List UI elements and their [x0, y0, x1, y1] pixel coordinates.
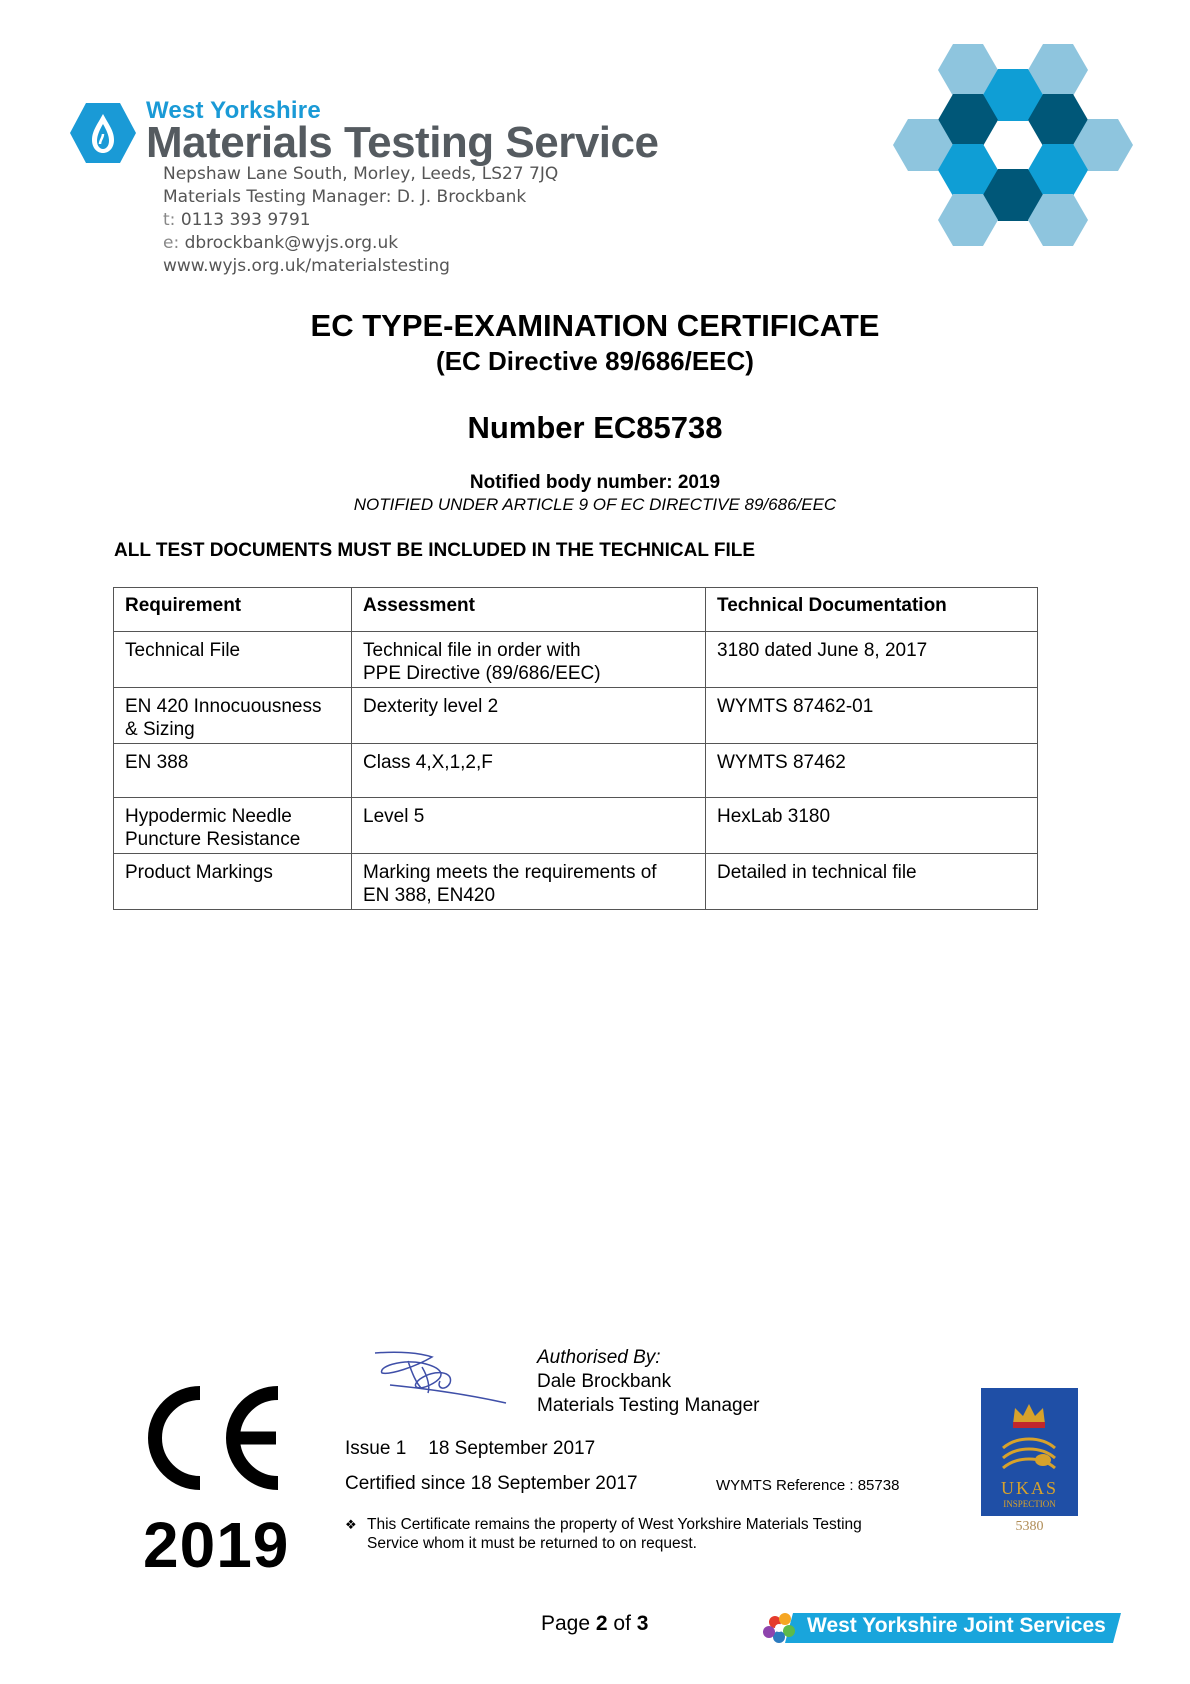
org-name: Materials Testing Service: [146, 118, 659, 167]
certificate-title: EC TYPE-EXAMINATION CERTIFICATE: [310, 308, 880, 343]
ukas-subtext: INSPECTION: [1003, 1499, 1056, 1509]
cell-line: & Sizing: [125, 719, 195, 740]
test-documents-notice: ALL TEST DOCUMENTS MUST BE INCLUDED IN THE TECHNICAL FILE: [114, 540, 756, 561]
documentation-cell: [706, 688, 1038, 744]
table-row: [114, 798, 1038, 854]
requirement-cell: [114, 632, 352, 688]
documentation-cell: [706, 744, 1038, 798]
issue-number: Issue 1: [345, 1438, 407, 1459]
ce-mark-icon: [140, 1383, 290, 1493]
ukas-inspection-logo: [981, 1388, 1078, 1516]
documentation-cell: [706, 632, 1038, 688]
cell-line: HexLab 3180: [717, 806, 831, 827]
ce-notified-number: 2019: [143, 1509, 290, 1581]
authoriser-name: Dale Brockbank: [537, 1371, 672, 1392]
hexagon-pattern-logo: [888, 40, 1158, 280]
diamond-bullet-icon: ❖: [345, 1517, 357, 1532]
table-row: [114, 688, 1038, 744]
issue-date: 18 September 2017: [428, 1438, 596, 1459]
authorised-by-label: Authorised By:: [537, 1347, 661, 1368]
requirement-cell: [114, 744, 352, 798]
cell-line: Detailed in technical file: [717, 862, 917, 883]
documentation-cell: [706, 854, 1038, 910]
email-address: dbrockbank@wyjs.org.uk: [184, 233, 399, 253]
address-line: Nepshaw Lane South, Morley, Leeds, LS27 7JQ: [163, 164, 559, 184]
phone-label: t:: [163, 210, 176, 230]
assessment-cell: [352, 688, 706, 744]
documentation-cell: [706, 798, 1038, 854]
cell-line: Dexterity level 2: [363, 696, 499, 717]
cell-line: Marking meets the requirements of: [363, 862, 657, 883]
page-number: [541, 1612, 648, 1636]
cell-line: WYMTS 87462-01: [717, 696, 874, 717]
header-technical-documentation: Technical Documentation: [706, 588, 1038, 632]
assessment-cell: [352, 632, 706, 688]
table-row: [114, 854, 1038, 910]
cell-line: WYMTS 87462: [717, 752, 846, 773]
email-label: e:: [163, 233, 180, 253]
certified-since: Certified since 18 September 2017: [345, 1473, 638, 1494]
cell-line: Technical file in order with: [363, 640, 581, 661]
certificate-number: Number EC85738: [467, 410, 723, 445]
header-assessment: Assessment: [352, 588, 706, 632]
requirements-table: [113, 587, 1038, 910]
assessment-cell: [352, 798, 706, 854]
page-prefix: Page: [541, 1612, 596, 1635]
org-subtitle: West Yorkshire: [146, 97, 321, 124]
wymts-reference: WYMTS Reference : 85738: [716, 1477, 900, 1494]
requirement-cell: [114, 688, 352, 744]
cell-line: Puncture Resistance: [125, 829, 301, 850]
authoriser-role: Materials Testing Manager: [537, 1395, 760, 1416]
property-note-text: This Certificate remains the property of West Yorkshire Materials Testing Service whom it must be returned to on request.: [367, 1516, 862, 1552]
page-total: 3: [636, 1612, 649, 1635]
table-row: [114, 632, 1038, 688]
cell-line: Class 4,X,1,2,F: [363, 752, 493, 773]
cell-line: PPE Directive (89/686/EEC): [363, 663, 601, 684]
cell-line: Technical File: [125, 640, 241, 661]
header-requirement: Requirement: [114, 588, 352, 632]
cell-line: EN 420 Innocuousness: [125, 696, 322, 717]
cell-line: Hypodermic Needle: [125, 806, 292, 827]
website-line: www.wyjs.org.uk/materialstesting: [163, 256, 450, 276]
certificate-directive: (EC Directive 89/686/EEC): [436, 346, 754, 376]
water-drop-hexagon-icon: [70, 100, 136, 166]
notified-article: NOTIFIED UNDER ARTICLE 9 OF EC DIRECTIVE 89/686/EEC: [353, 495, 837, 514]
cell-line: EN 388, EN420: [363, 885, 496, 906]
manager-line: Materials Testing Manager: D. J. Brockbank: [163, 187, 527, 207]
notified-body-number: Notified body number: 2019: [469, 472, 721, 493]
wyjs-label: West Yorkshire Joint Services: [807, 1614, 1106, 1637]
ukas-accreditation-number: 5380: [1015, 1519, 1044, 1534]
assessment-cell: [352, 854, 706, 910]
issue-line: [345, 1438, 595, 1460]
cell-line: EN 388: [125, 752, 189, 773]
cell-line: 3180 dated June 8, 2017: [717, 640, 928, 661]
cell-line: Level 5: [363, 806, 425, 827]
phone-line: [163, 210, 311, 230]
page-middle: of: [607, 1612, 637, 1635]
ukas-text: UKAS: [1000, 1478, 1059, 1498]
table-header-row: [114, 588, 1038, 632]
cell-line: Product Markings: [125, 862, 273, 883]
assessment-cell: [352, 744, 706, 798]
requirement-cell: [114, 798, 352, 854]
email-line: [163, 233, 398, 253]
requirement-cell: [114, 854, 352, 910]
phone-number: 0113 393 9791: [180, 210, 311, 230]
page-current: 2: [595, 1612, 608, 1635]
table-row: [114, 744, 1038, 798]
signature-image: [370, 1345, 510, 1407]
